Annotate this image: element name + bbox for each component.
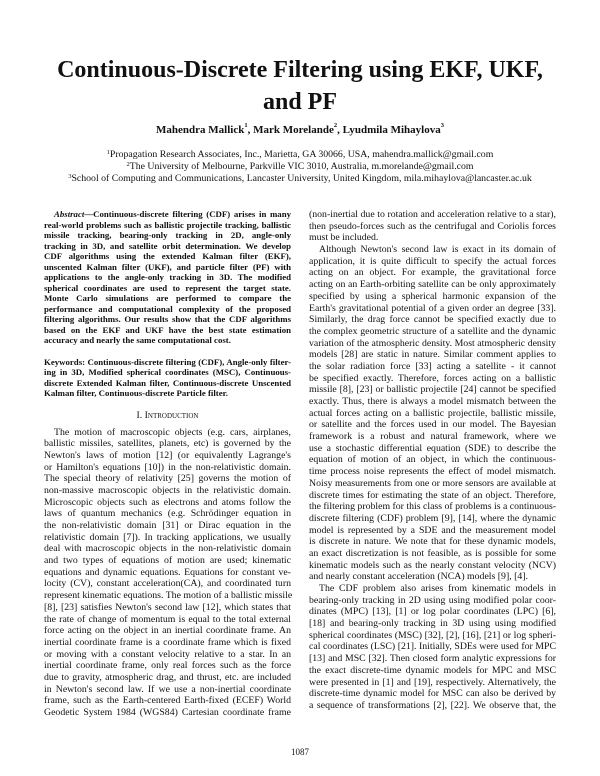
abstract-line	[44, 220, 291, 231]
text-line: (non-inertial due to rotation and acceleration relative to a star),	[309, 209, 556, 220]
text-line: Earth's gravitational potential of a given order an degree [33].	[309, 302, 556, 314]
text-line: The CDF problem also arises from kinematic models in	[319, 583, 556, 594]
paragraph	[309, 244, 556, 583]
text-line: must be included.	[309, 232, 379, 244]
keywords	[44, 357, 291, 399]
author-separator: ,	[247, 124, 254, 136]
text-line: an exact discretization is not feasible, as is possible for some	[309, 547, 556, 559]
affiliation-line	[0, 161, 600, 173]
author-name: Lyudmila Mihaylova	[342, 124, 441, 136]
abstract-line	[44, 325, 291, 336]
abstract-text: CDF algorithms using the extended Kalman filter (EKF),	[44, 251, 291, 261]
text-line: Although Newton's second law is exact in its domain of	[319, 244, 556, 256]
abstract-line	[44, 272, 291, 283]
spacer	[44, 346, 291, 357]
text-line: Microscopic objects such as electrons and atoms follow the	[44, 496, 291, 508]
affiliation-line	[0, 149, 600, 161]
text-line: inertial coordinate frame, only real forces such as the force	[44, 660, 291, 672]
page-number: 1087	[291, 747, 309, 757]
text-line: spherical coordinates (MSC) [32], [2], [16], [21] or log spheri-	[309, 629, 556, 641]
abstract-text: spherical coordinates are used to represent the target state.	[44, 282, 291, 293]
text-line: acting on an Earth-orbiting satellite can be only approximately	[309, 279, 556, 291]
abstract-text: accuracy and nearly the same computational cost.	[44, 335, 231, 345]
text-line: variation of the atmospheric density. Most atmospheric density	[309, 337, 556, 349]
text-line: or moving with a constant velocity relative to a star. In an	[44, 648, 291, 660]
abstract-text: applications to the angle-only tracking in 3D. The modified	[44, 272, 291, 282]
text-line: model is represented by a SDE and the measurement model	[309, 524, 556, 536]
abstract-line	[44, 293, 291, 304]
text-line: Newton's laws of motion [12] (or equivalently Lagrange's	[44, 449, 291, 461]
right-body	[309, 209, 556, 712]
text-line: kinematic models such as the nearly constant velocity (NCV)	[309, 559, 556, 571]
text-line: the complex geometric structure of a satellite and the dynamic	[309, 325, 556, 337]
text-line: laws of quantum mechanics (e.g. Schrödinger equation in	[44, 508, 291, 520]
text-line: be specified exactly. Therefore, forces acting on a ballistic	[309, 372, 556, 384]
abstract-text: real-world problems such as ballistic projectile tracking, ballistic	[44, 219, 291, 230]
text-line: time process noise represents the effect of model mismatch.	[309, 466, 556, 478]
text-line: the exact discrete-time dynamic models for MPC and MSC	[309, 664, 556, 676]
abstract-line	[44, 251, 291, 262]
abstract-text: Monte Carlo simulations are performed to compare the	[44, 293, 291, 303]
author-name: Mark Morelande	[253, 124, 334, 136]
text-line: the non-relativistic domain [31] or Dirac equation in the	[44, 520, 291, 531]
affiliation-mark: 3	[68, 173, 72, 180]
left-body	[44, 427, 291, 719]
keywords-line: Kalman filter, Continuous-discrete Particle filter.	[44, 388, 228, 398]
author-affiliation-mark: 3	[440, 122, 444, 129]
text-line: the filtering problem for this class of problems is a continuous-	[309, 501, 557, 513]
text-line: force acting on the object in an inertial coordinate frame. An	[44, 625, 291, 637]
text-line: The special theory of relativity [25] governs the motion of	[44, 473, 291, 485]
text-line: or satellite and the forces used in our model. The Bayesian	[309, 419, 556, 431]
text-line: specified by using a spherical harmonic expansion of the	[309, 290, 556, 302]
text-line: or Hamilton's equations [10]) in the non-relativistic domain.	[44, 461, 291, 473]
text-line: actual forces acting on a ballistic projectile, ballistic missile,	[309, 407, 556, 419]
text-line: models [28] are static in nature. Similar comment applies to	[309, 349, 556, 361]
text-line: cal coordinates (LSC) [21]. Initially, SDEs were used for MPC	[309, 641, 556, 653]
abstract-text: —Continuous-discrete filtering (CDF) arises in many	[84, 209, 291, 219]
text-line: equation of motion of an object, in which the continuous-	[309, 454, 556, 466]
affiliation-line	[0, 173, 600, 185]
text-line: locity (CV), constant acceleration(CA), and coordinated turn	[44, 578, 291, 590]
abstract	[44, 209, 291, 346]
text-line: discrete times for estimating the state of an object. Therefore,	[309, 489, 556, 501]
paper-title	[0, 54, 600, 118]
text-line: and nearly constant acceleration (NCA) models [9], [4].	[309, 571, 528, 583]
text-line: then pseudo-forces such as the centrifugal and Coriolis forces	[309, 220, 556, 232]
abstract-label: Abstract	[54, 209, 85, 219]
keywords-line: ing in 3D, Modified spherical coordinates (MSC), Continuous-	[44, 367, 291, 377]
text-line: [8], [23] satisfies Newton's second law [12], which states that	[44, 601, 291, 613]
affiliation-mark: 1	[106, 149, 110, 156]
affiliation-text: The University of Melbourne, Parkville VIC 3010, Australia, m.morelande@gmail.com	[129, 161, 474, 172]
text-line: deal with macroscopic objects in the non-relativistic domain	[44, 543, 291, 555]
text-line: discrete-time dynamic model for MSC can also be derived by	[309, 688, 556, 700]
affiliation-mark: 2	[126, 161, 130, 168]
text-line: Noisy measurements from one or more sensors are available at	[309, 477, 556, 489]
abstract-text: unscented Kalman filter (UKF), and particle filter (PF) with	[44, 261, 291, 272]
author-separator: ,	[337, 124, 343, 136]
text-line: dinates (MPC) [13], [1] or log polar coordinates (LPC) [6],	[309, 606, 556, 618]
text-line: missile [8], [23] or ballistic projectile [24] cannot be specified	[309, 384, 556, 396]
abstract-line	[44, 241, 291, 252]
paragraph	[44, 427, 291, 719]
abstract-line	[44, 304, 291, 315]
text-line: is discrete in nature. We note that for these dynamic models,	[309, 536, 556, 548]
text-line: The motion of macroscopic objects (e.g. cars, airplanes,	[54, 426, 291, 438]
text-line: discrete filtering (CDF) problem [9], [14], where the dynamic	[309, 512, 556, 524]
affiliations	[0, 149, 600, 185]
text-line: due to gravity, atmospheric drag, and thrust, etc. are included	[44, 671, 291, 683]
text-line: the rate of change of momentum is equal to the total external	[44, 613, 291, 625]
text-line: application, it is quite difficult to specify the actual forces	[309, 255, 556, 267]
text-line: a sequence of transformations [2], [22]. We observe that, the	[309, 699, 556, 711]
abstract-line	[44, 314, 291, 325]
spacer	[44, 399, 291, 410]
text-line: exactly. Thus, there is always a model mismatch between the	[309, 396, 556, 407]
right-column	[309, 209, 556, 712]
affiliation-text: School of Computing and Communications, Lancaster University, United Kingdom, mila.mihaylova@lancaster.ac.uk	[71, 173, 532, 184]
text-line: bearing-only tracking in 2D using using modified polar coor-	[309, 594, 556, 606]
author-name: Mahendra Mallick	[156, 124, 245, 136]
text-line: were presented in [1] and [19], respectively. Alternatively, the	[309, 676, 556, 688]
paragraph	[309, 209, 556, 244]
left-column	[44, 209, 291, 719]
text-line: [18] and bearing-only tracking in 3D using using modified	[309, 618, 556, 630]
text-line: equations and dynamic equations. Equations for constant ve-	[44, 566, 291, 578]
abstract-text: performance and computational complexity of the proposed	[44, 303, 291, 314]
abstract-text: tracking in 3D, and satellite orbit determination. We develop	[44, 240, 291, 251]
keywords-line: discrete Extended Kalman filter, Continuous-discrete Unscented	[44, 377, 291, 388]
text-line: inertial coordinate frame is a coordinate frame which is fixed	[44, 636, 291, 648]
text-line: and two types of equations of motion are used; kinematic	[44, 555, 291, 567]
title-line: Continuous-Discrete Filtering using EKF, UKF,	[57, 57, 543, 83]
author-affiliation-mark: 1	[244, 122, 248, 129]
text-line: non-massive macroscopic objects in the relativistic domain.	[44, 484, 291, 496]
paragraph	[309, 583, 556, 712]
text-line: Similarly, the drag force cannot be specified exactly due to	[309, 314, 556, 326]
abstract-line	[44, 209, 291, 220]
text-line: ballistic missiles, satellites, planets, etc) is governed by the	[44, 438, 291, 450]
affiliation-text: Propagation Research Associates, Inc., Marietta, GA 30066, USA, mahendra.mallick@gmail.com	[109, 149, 494, 160]
abstract-text: filtering algorithms. Our results show that the CDF algorithms	[44, 314, 291, 324]
title-line: and PF	[262, 89, 337, 115]
keywords-line: Keywords: Continuous-discrete filtering (CDF), Angle-only filter-	[44, 356, 291, 367]
abstract-line	[44, 230, 291, 241]
text-line: use a stochastic differential equation (SDE) to describe the	[309, 442, 556, 454]
abstract-text: missile tracking, bearing-only tracking in 2D, angle-only	[44, 230, 291, 240]
abstract-text: based on the EKF and UKF have the best state estimation	[44, 324, 291, 335]
section-heading: I. Introduction	[136, 409, 199, 421]
abstract-line	[44, 262, 291, 273]
author-list	[0, 124, 600, 136]
text-line: Geodetic System 1984 (WGS84) Cartesian coordinate frame	[44, 707, 291, 718]
text-line: relativistic domain [7]). In tracking applications, we usually	[44, 531, 291, 543]
text-line: [13] and MSC [32]. Then closed form analytic expressions for	[309, 653, 556, 665]
text-line: framework is a robust and natural framework, where we	[309, 431, 556, 443]
text-line: represent kinematic equations. The motion of a ballistic missile	[44, 590, 293, 602]
text-line: acting on an object. For example, the gravitational force	[309, 267, 556, 279]
abstract-line	[44, 283, 291, 294]
text-line: frame, such as the Earth-centered Earth-fixed (ECEF) World	[44, 695, 291, 707]
abstract-line	[44, 335, 291, 346]
text-line: in Newton's second law. If we use a non-inertial coordinate	[44, 683, 291, 695]
author-affiliation-mark: 2	[333, 122, 338, 129]
text-line: the solar radiation force [33] acting a satellite - it cannot	[309, 360, 556, 372]
